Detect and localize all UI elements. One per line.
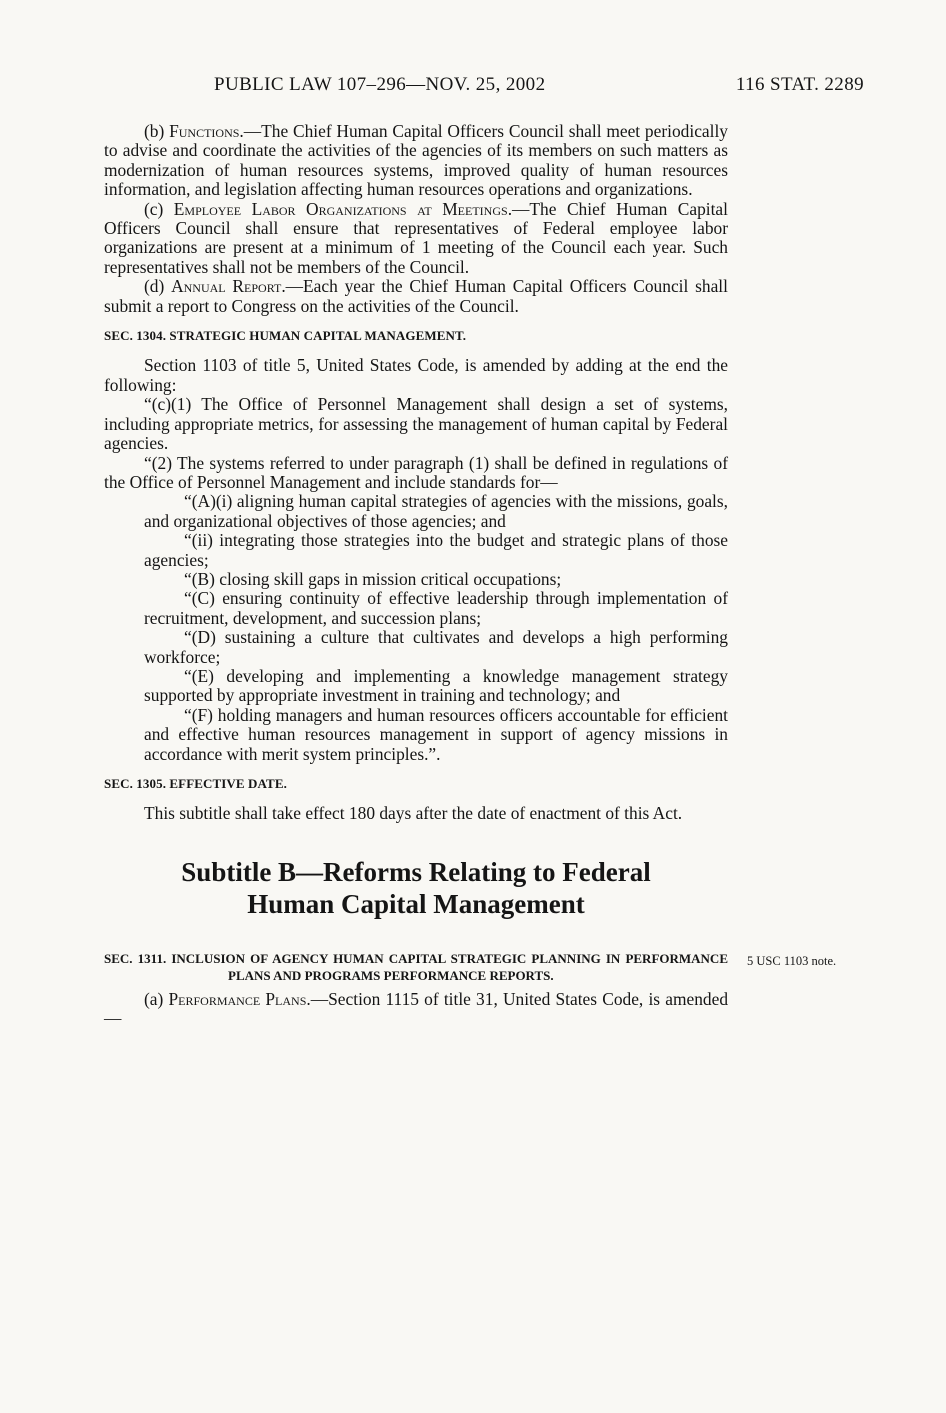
subtitle-line-2: Human Capital Management bbox=[247, 888, 585, 919]
paragraph-b-heading: Functions bbox=[169, 121, 240, 141]
paragraph-c-label: (c) bbox=[144, 198, 174, 219]
section-1304-c1: “(c)(1) The Office of Personnel Management shall design a set of systems, including appropriate metrics, for assessing the management of human capital by Federal agencies. bbox=[104, 394, 728, 454]
paragraph-d bbox=[104, 277, 728, 316]
paragraph-b-label: (b) bbox=[144, 121, 170, 141]
paragraph-c bbox=[104, 200, 728, 278]
document-body bbox=[104, 122, 728, 1029]
standards-list bbox=[104, 492, 728, 764]
paragraph-c-text: .—The Chief Human Capital Officers Council shall ensure that representatives of Federal employee labor organizations are present at a minimum of 1 meeting of the Council each year. Such representatives shall not be members of the Council. bbox=[104, 198, 728, 277]
standard-item-f: “(F) holding managers and human resources officers accountable for efficient and effective human resources management in support of agency missions in accordance with merit system principles.”. bbox=[144, 704, 728, 764]
section-1311-subheading: Performance Plans bbox=[168, 988, 307, 1009]
section-1311-heading: SEC. 1311. INCLUSION OF AGENCY HUMAN CAPITAL STRATEGIC PLANNING IN PERFORMANCE PLANS AND PROGRAMS PERFORMANCE REPORTS. bbox=[104, 950, 728, 983]
paragraph-d-heading: Annual Report bbox=[171, 276, 282, 297]
section-1311-paragraph-a bbox=[104, 990, 728, 1029]
paragraph-b bbox=[104, 122, 728, 200]
paragraph-d-text: .—Each year the Chief Human Capital Officers Council shall submit a report to Congress on the activities of the Council. bbox=[104, 276, 728, 316]
subtitle-heading bbox=[104, 856, 728, 920]
standard-item-c: “(C) ensuring continuity of effective leadership through implementation of recruitment, development, and succession plans; bbox=[144, 588, 728, 628]
section-1311-text: .—Section 1115 of title 31, United States Code, is amended— bbox=[104, 988, 729, 1029]
standard-item-b: “(B) closing skill gaps in mission critical occupations; bbox=[184, 568, 562, 589]
section-1305 bbox=[104, 774, 728, 824]
section-1304-heading: SEC. 1304. STRATEGIC HUMAN CAPITAL MANAGEMENT. bbox=[104, 328, 467, 344]
section-1305-text: This subtitle shall take effect 180 days after the date of enactment of this Act. bbox=[144, 803, 683, 824]
subtitle-line-1: Subtitle B—Reforms Relating to Federal bbox=[181, 856, 651, 887]
paragraph-d-label: (d) bbox=[144, 276, 172, 297]
section-1304-c2: “(2) The systems referred to under paragraph (1) shall be defined in regulations of the Office of Personnel Management and include standards for— bbox=[104, 452, 728, 492]
running-head-stat-page: 116 STAT. 2289 bbox=[735, 74, 864, 95]
paragraph-b-text: .—The Chief Human Capital Officers Council shall meet periodically to advise and coordinate the activities of the agencies of its members on such matters as modernization of human resources systems, improved quality of human resources information, and legislation affecting human resources operations and organizations. bbox=[104, 121, 728, 200]
margin-note: 5 USC 1103 note. bbox=[747, 954, 837, 968]
section-1311-label: (a) bbox=[144, 988, 169, 1009]
running-head-title: PUBLIC LAW 107–296—NOV. 25, 2002 bbox=[214, 74, 546, 95]
standard-item-a-ii: “(ii) integrating those strategies into the budget and strategic plans of those agencies; bbox=[144, 530, 728, 570]
standard-item-d: “(D) sustaining a culture that cultivates and develops a high performing workforce; bbox=[144, 627, 728, 667]
section-1305-heading: SEC. 1305. EFFECTIVE DATE. bbox=[104, 776, 287, 791]
paragraph-c-heading: Employee Labor Organizations at Meetings bbox=[173, 198, 508, 219]
section-1304-intro: Section 1103 of title 5, United States Code, is amended by adding at the end the following: bbox=[104, 355, 728, 395]
standard-item-e: “(E) developing and implementing a knowledge management strategy supported by appropriate investment in training and technology; and bbox=[144, 665, 728, 706]
standard-item-a-i: “(A)(i) aligning human capital strategies of agencies with the missions, goals, and organizational objectives of those agencies; and bbox=[144, 491, 728, 531]
